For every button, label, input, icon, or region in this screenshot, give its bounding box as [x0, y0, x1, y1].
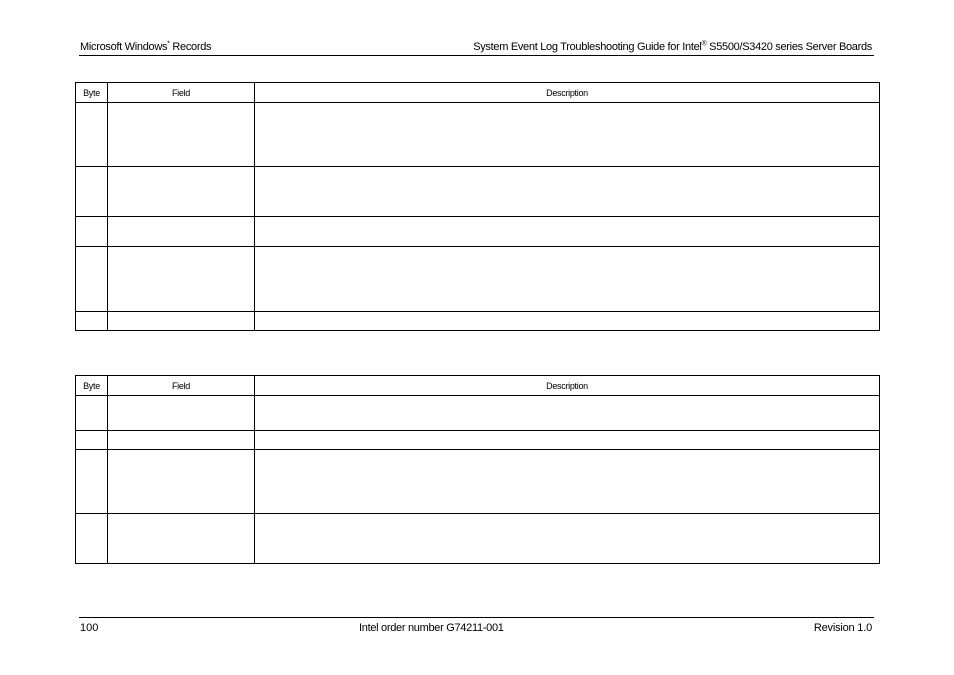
- record-table-2: [75, 375, 880, 564]
- cell-byte: [76, 431, 108, 450]
- cell-field: [108, 167, 255, 217]
- column-header-field: Field: [108, 376, 255, 396]
- cell-byte: [76, 396, 108, 431]
- cell-field: [108, 514, 255, 564]
- record-table-1: [75, 82, 880, 331]
- cell-byte: [76, 103, 108, 167]
- cell-field: [108, 450, 255, 514]
- table-header-row: [76, 376, 880, 396]
- cell-byte: [76, 514, 108, 564]
- cell-byte: [76, 217, 108, 247]
- cell-byte: [76, 450, 108, 514]
- table-row: [76, 431, 880, 450]
- cell-description: [255, 247, 880, 312]
- cell-description: [255, 431, 880, 450]
- header-section-suffix: Records: [169, 41, 212, 53]
- order-number: Intel order number G74211-001: [359, 622, 504, 634]
- header-rule: [79, 55, 874, 56]
- cell-field: [108, 247, 255, 312]
- cell-field: [108, 217, 255, 247]
- cell-field: [108, 103, 255, 167]
- running-header-section: [80, 41, 211, 53]
- column-header-field: Field: [108, 83, 255, 103]
- table-row: [76, 247, 880, 312]
- running-header-title: [473, 41, 872, 53]
- table-row: [76, 167, 880, 217]
- cell-description: [255, 167, 880, 217]
- page-number: 100: [80, 622, 99, 634]
- table-header-row: [76, 83, 880, 103]
- header-section-mark: *: [167, 40, 170, 48]
- header-title-suffix: S5500/S3420 series Server Boards: [706, 41, 872, 53]
- cell-description: [255, 312, 880, 331]
- cell-description: [255, 103, 880, 167]
- cell-byte: [76, 312, 108, 331]
- cell-field: [108, 396, 255, 431]
- cell-field: [108, 312, 255, 331]
- header-section-text: Microsoft Windows: [80, 41, 168, 53]
- cell-description: [255, 514, 880, 564]
- table-row: [76, 450, 880, 514]
- column-header-byte: Byte: [76, 83, 108, 103]
- header-title-text: System Event Log Troubleshooting Guide for Intel: [473, 41, 702, 53]
- table-row: [76, 217, 880, 247]
- cell-field: [108, 431, 255, 450]
- cell-byte: [76, 247, 108, 312]
- revision-label: Revision 1.0: [813, 622, 872, 634]
- table-row: [76, 312, 880, 331]
- header-title-mark: ®: [701, 40, 707, 48]
- cell-description: [255, 217, 880, 247]
- column-header-description: Description: [255, 83, 880, 103]
- cell-description: [255, 450, 880, 514]
- table-row: [76, 514, 880, 564]
- table-row: [76, 103, 880, 167]
- column-header-byte: Byte: [76, 376, 108, 396]
- cell-byte: [76, 167, 108, 217]
- footer-rule: [79, 617, 874, 618]
- cell-description: [255, 396, 880, 431]
- column-header-description: Description: [255, 376, 880, 396]
- table-row: [76, 396, 880, 431]
